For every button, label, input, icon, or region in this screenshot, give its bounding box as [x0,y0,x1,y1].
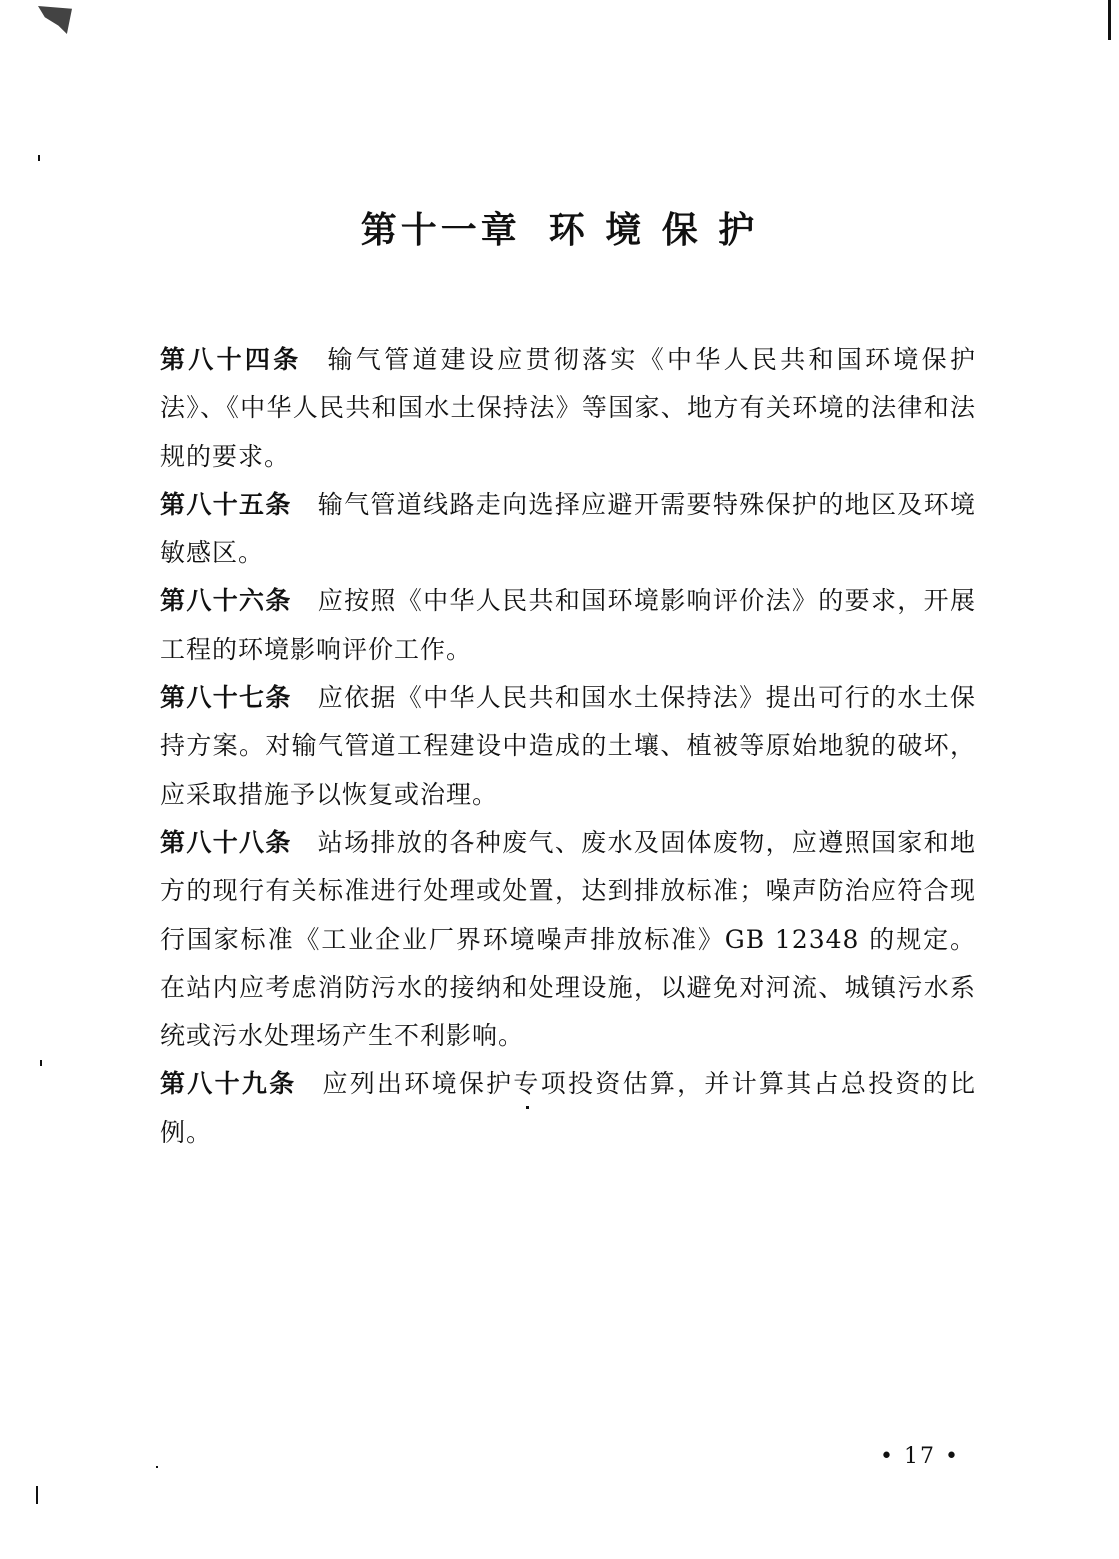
article-label: 第八十四条 [160,345,302,374]
article-text: 输气管道建设应贯彻落实《中华人民共和国环境保护法》、《中华人民共和国水土保持法》等国家、地方有关环境的法律和法规的要求。 [160,345,976,471]
scan-edge-mark-left [36,1486,38,1504]
article-label: 第八十七条 [160,683,292,713]
article-87 [160,674,976,819]
scan-edge-mark-right [1108,0,1111,40]
scan-corner-artifact [38,6,72,34]
article-86 [160,577,976,674]
article-label: 第八十六条 [160,586,292,616]
article-label: 第八十五条 [160,489,292,519]
article-text: 站场排放的各种废气、废水及固体废物，应遵照国家和地方的现行有关标准进行处理或处置，达到排放标准；噪声防治应符合现行国家标准《工业企业厂界环境噪声排放标准》GB 12348 的规定。在站内应考虑消防污水的接纳和处理设施，以避免对河流、城镇污水系统或污水处理场产生不利影响。 [160,827,976,1051]
scan-speck [38,155,40,161]
page-number: • 17 • [880,1444,960,1469]
article-label: 第八十八条 [160,827,292,857]
article-84 [160,336,976,481]
article-88 [160,819,976,1060]
chapter-title [0,202,1119,253]
article-text: 输气管道线路走向选择应避开需要特殊保护的地区及环境敏感区。 [160,489,976,568]
scan-speck [156,1466,158,1468]
article-text: 应列出环境保护专项投资估算，并计算其占总投资的比例。 [160,1069,976,1147]
article-text: 应依据《中华人民共和国水土保持法》提出可行的水土保持方案。对输气管道工程建设中造成的土壤、植被等原始地貌的破坏，应采取措施予以恢复或治理。 [160,683,976,809]
article-label: 第八十九条 [160,1069,297,1099]
scan-speck [40,1060,42,1066]
chapter-name: 环 境 保 护 [548,210,759,251]
article-89 [160,1060,976,1157]
chapter-number: 第十一章 [360,210,521,251]
articles-body [160,336,976,1157]
article-text: 应按照《中华人民共和国环境影响评价法》的要求，开展工程的环境影响评价工作。 [160,586,976,664]
article-85 [160,481,976,578]
